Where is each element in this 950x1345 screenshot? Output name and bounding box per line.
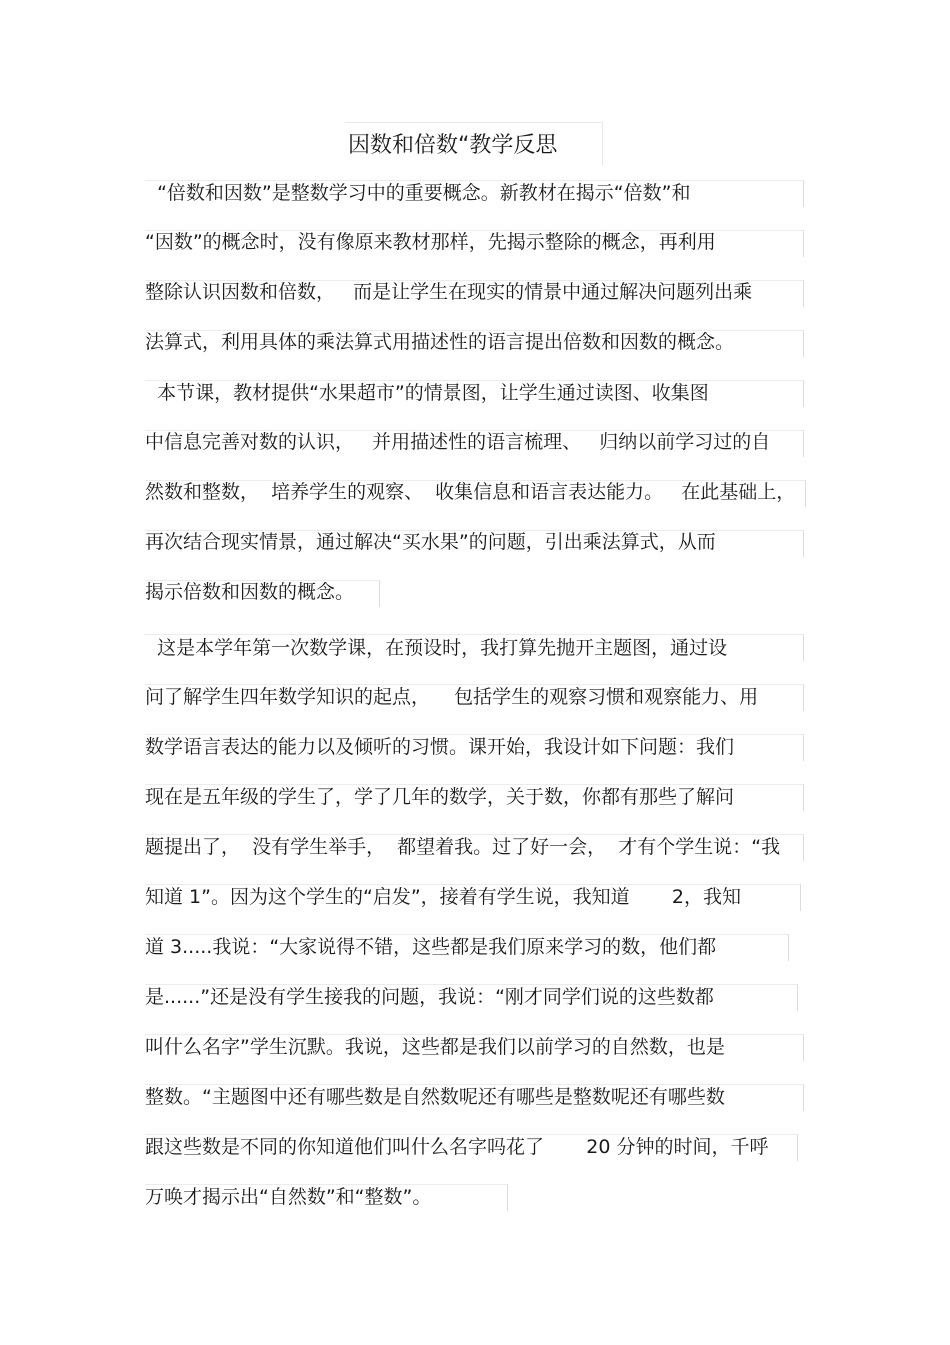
paragraph-3-line-8: 是......”还是没有学生接我的问题，我说：“刚才同学们说的这些数都	[145, 986, 714, 1008]
paragraph-2-line-5: 揭示倍数和因数的概念。	[145, 581, 355, 603]
paragraph-1-line-3: 整除认识因数和倍数， 而是让学生在现实的情景中通过解决问题列出乘	[145, 281, 753, 303]
paragraph-2-line-2: 中信息完善对数的认识， 并用描述性的语言梳理、 归纳以前学习过的自	[145, 431, 771, 453]
paragraph-3-line-10: 整数。“主题图中还有哪些数是自然数呢还有哪些是整数呢还有哪些数	[145, 1086, 725, 1108]
paragraph-3-line-5: 题提出了， 没有学生举手， 都望着我。过了好一会， 才有个学生说：“我	[145, 836, 781, 858]
paragraph-1-line-4: 法算式，利用具体的乘法算式用描述性的语言提出倍数和因数的概念。	[145, 331, 735, 353]
paragraph-3-line-9: 叫什么名字”学生沉默。我说，这些都是我们以前学习的自然数，也是	[145, 1036, 725, 1058]
paragraph-2-line-3: 然数和整数， 培养学生的观察、 收集信息和语言表达能力。 在此基础上，	[145, 481, 796, 503]
paragraph-3-line-6: 知道 1”。因为这个学生的“启发”，接着有学生说，我知道 2，我知	[145, 886, 742, 908]
paragraph-1-line-1: “倍数和因数”是整数学习中的重要概念。新教材在揭示“倍数”和	[145, 182, 691, 204]
paragraph-3-line-11: 跟这些数是不同的你知道他们叫什么名字吗花了 20 分钟的时间，千呼	[145, 1136, 769, 1158]
paragraph-3-line-12: 万唤才揭示出“自然数”和“整数”。	[145, 1186, 432, 1208]
paragraph-1-line-2: “因数”的概念时，没有像原来教材那样，先揭示整除的概念，再利用	[145, 231, 716, 253]
document-title: 因数和倍数“教学反思	[348, 133, 558, 158]
paragraph-3-line-4: 现在是五年级的学生了，学了几年的数学，关于数，你都有那些了解问	[145, 786, 735, 808]
paragraph-2-line-4: 再次结合现实情景，通过解决“买水果”的问题，引出乘法算式，从而	[145, 531, 716, 553]
paragraph-3-line-1: 这是本学年第一次数学课，在预设时，我打算先抛开主题图，通过设	[145, 637, 728, 659]
paragraph-3-line-3: 数学语言表达的能力以及倾听的习惯。课开始，我设计如下问题：我们	[145, 736, 735, 758]
paragraph-2-line-1: 本节课，教材提供“水果超市”的情景图，让学生通过读图、收集图	[145, 382, 709, 404]
paragraph-3-line-7: 道 3.....我说：“大家说得不错，这些都是我们原来学习的数，他们都	[145, 936, 717, 958]
paragraph-3-line-2: 问了解学生四年数学知识的起点， 包括学生的观察习惯和观察能力、用	[145, 686, 759, 708]
